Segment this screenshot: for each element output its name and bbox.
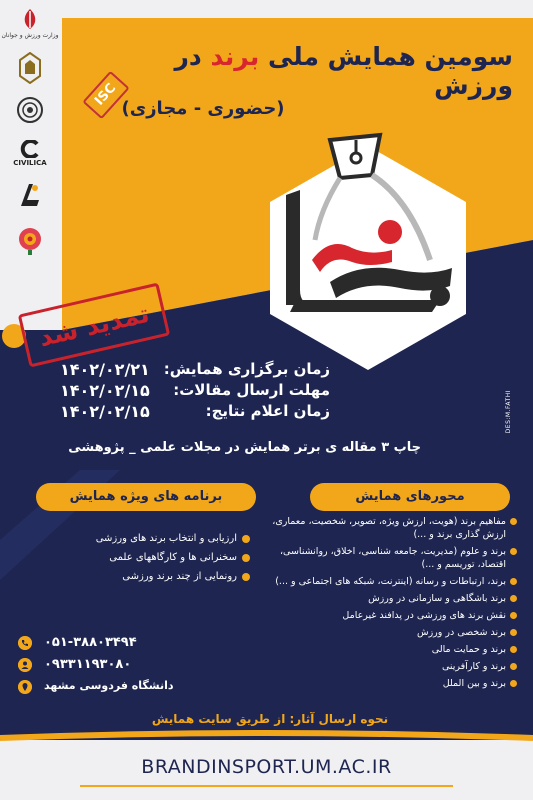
page-subtitle: (حضوری - مجازی) [121,98,285,119]
list-item: برند شخصی در ورزش [259,626,517,639]
location-text: دانشگاه فردوسی مشهد [44,679,174,692]
logo-rose [12,226,48,256]
list-item: برند و کارآفرینی [259,660,517,673]
list-item: برند، ارتباطات و رسانه (اینترنت، شبکه های اجتماعی و ...) [259,575,517,588]
university-logo-icon [17,52,43,84]
list-item: برند و علوم (مدیریت، جامعه شناسی، اخلاق، روانشناسی، اقتصاد، توریسم و ...) [259,545,517,571]
page-title [93,42,513,100]
sidebar-logos [0,0,62,300]
sport-logo-icon [17,180,43,210]
list-item: نقش برند های ورزشی در پدافند غیرعامل [259,609,517,622]
submission-note: نحوه ارسال آثار: از طریق سایت همایش [151,712,389,726]
list-item: برند و حمایت مالی [259,643,517,656]
date-row [60,381,330,402]
dates-block [60,360,330,423]
axes-header: محورهای همایش [310,483,510,511]
date-label: زمان برگزاری همایش: [163,360,330,378]
list-item: برند و بین الملل [259,677,517,690]
contact-location [18,680,218,700]
seal-logo-icon [16,96,44,124]
logo-caption: وزارت ورزش و جوانان [1,32,59,39]
date-label: مهلت ارسال مقالات: [173,381,330,399]
logo-sport [12,180,48,210]
title-part-after: در ورزش [174,42,513,100]
date-row [60,360,330,381]
title-part-before: سومین همایش ملی [259,42,513,71]
list-item: مفاهیم برند (هویت، ارزش ویژه، تصویر، شخصیت، معماری، ارزش گذاری برند و ...) [259,515,517,541]
rose-logo-icon [16,226,44,256]
list-item: ارزیابی و انتخاب برند های ورزشی [18,532,250,545]
civilica-caption: CIVILICA [13,159,47,167]
logo-ministry [1,8,59,39]
website-link[interactable]: BRANDINSPORT.UM.AC.IR [141,756,392,778]
mobile-icon [18,658,32,672]
programs-header: برنامه های ویژه همایش [36,483,256,511]
phone-icon [18,636,32,650]
title-highlight: برند [210,42,260,71]
list-item: رونمایی از چند برند ورزشی [18,570,250,583]
designer-credit: DES:M.FATHI [505,390,512,434]
date-value: ۱۴۰۲/۰۲/۱۵ [60,381,150,400]
date-value: ۱۴۰۲/۰۲/۲۱ [60,360,150,379]
phone-number: ۰۵۱-۳۸۸۰۳۴۹۴ [44,635,137,650]
programs-list [18,532,250,589]
print-note: چاپ ۳ مقاله ی برتر همایش در مجلات علمی _ پژوهشی [68,440,421,455]
list-item: سخنرانی ها و کارگاههای علمی [18,551,250,564]
date-label: زمان اعلام نتایج: [205,402,330,420]
iran-emblem-icon [20,8,40,30]
mobile-number: ۰۹۳۳۱۱۹۳۰۸۰ [44,657,132,672]
contact-phone [18,636,218,656]
contact-mobile [18,658,218,678]
stamp-text: تمدید شد [36,298,152,352]
isc-badge: ISC [82,71,129,120]
date-row [60,402,330,423]
list-item: برند باشگاهی و سازمانی در ورزش [259,592,517,605]
date-value: ۱۴۰۲/۰۲/۱۵ [60,402,150,421]
axes-list [259,515,517,694]
logo-civilica [12,140,48,167]
logo-seal [12,96,48,124]
location-icon [18,680,32,694]
civilica-logo-icon [19,140,41,158]
logo-university [12,52,48,84]
